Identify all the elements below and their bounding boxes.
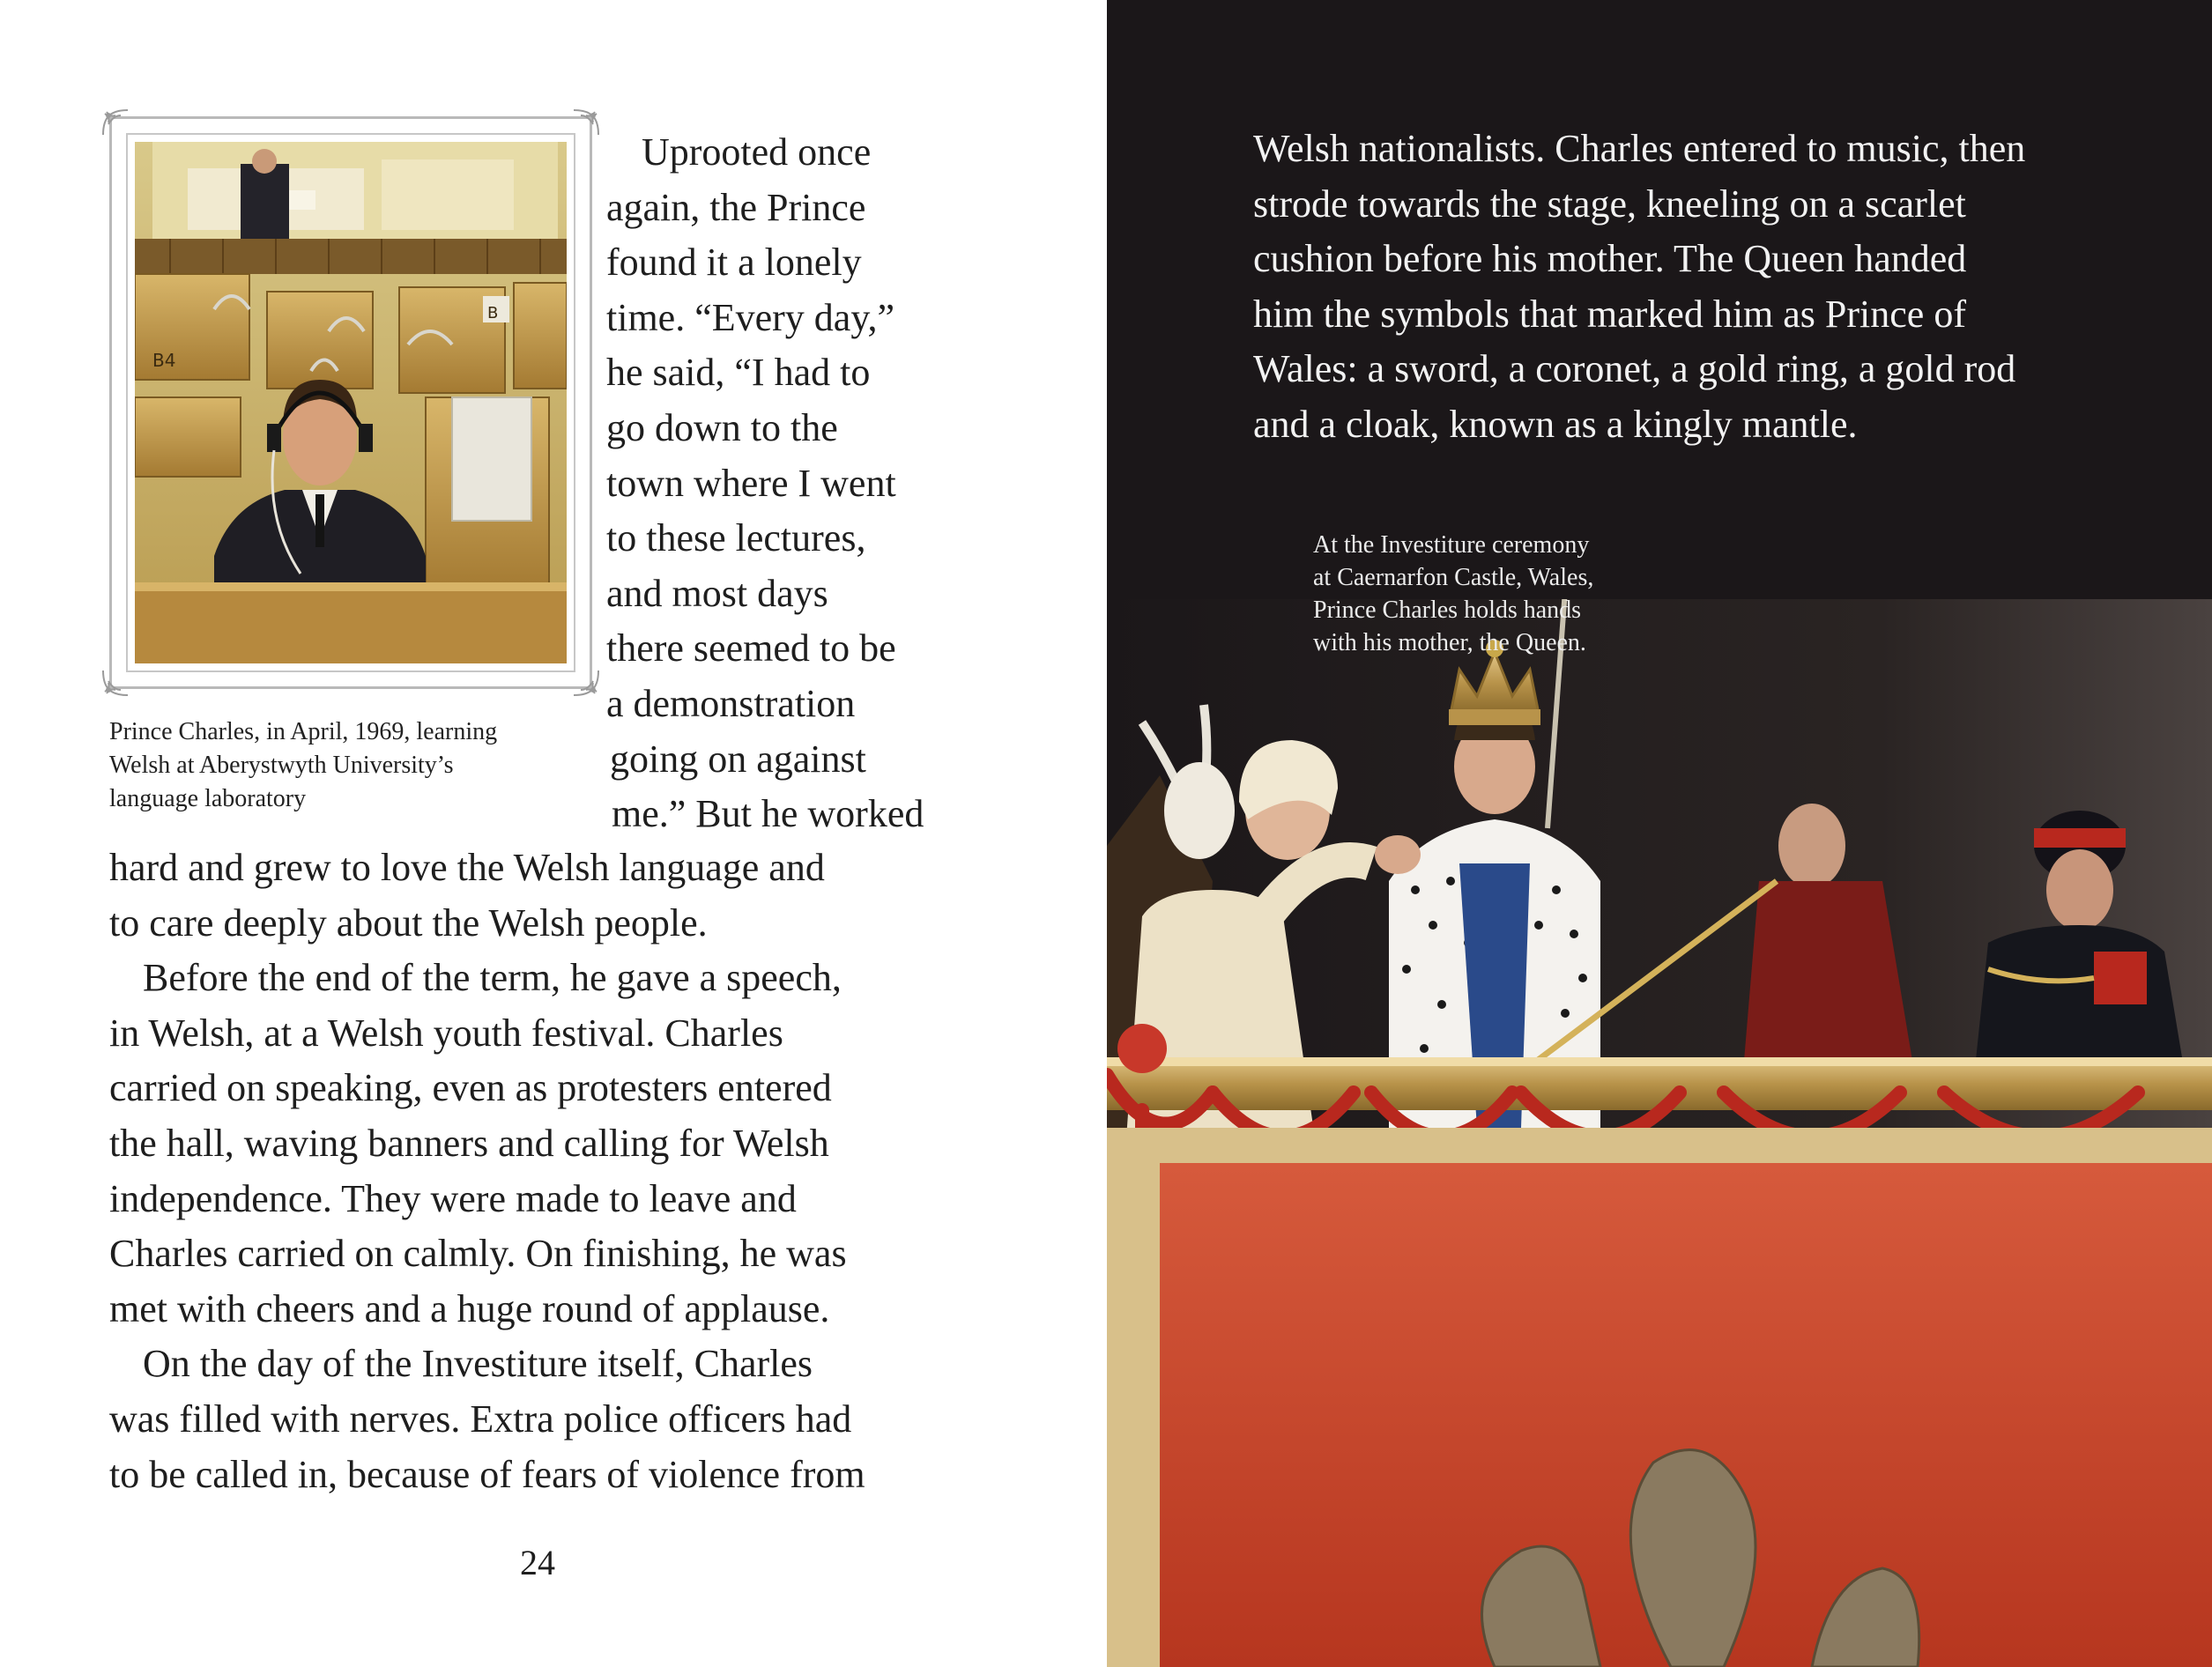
text-line: the hall, waving banners and calling for Welsh xyxy=(109,1121,829,1165)
text-line: Wales: a sword, a coronet, a gold ring, a gold rod xyxy=(1253,347,2016,391)
text-line: again, the Prince xyxy=(606,185,866,229)
text-line: was filled with nerves. Extra police officers had xyxy=(109,1397,852,1441)
text-line: a demonstration xyxy=(606,681,856,725)
text-line: independence. They were made to leave and xyxy=(109,1176,797,1220)
photo-caption-line: language laboratory xyxy=(109,785,307,812)
text-line: and a cloak, known as a kingly mantle. xyxy=(1253,402,1858,446)
booth-label-b: B xyxy=(487,304,499,322)
caption-line: at Caernarfon Castle, Wales, xyxy=(1313,564,1594,591)
right-page xyxy=(1107,0,2212,1667)
text-line: he said, “I had to xyxy=(606,351,871,395)
text-line: going on against xyxy=(610,737,866,781)
ceremony-caption xyxy=(1313,529,1683,659)
text-line: town where I went xyxy=(606,461,896,505)
booth-label-b4: B4 xyxy=(152,350,176,371)
wrapped-paragraph xyxy=(606,125,976,842)
photo-caption-line: Prince Charles, in April, 1969, learning xyxy=(109,718,498,745)
caption-line: Prince Charles holds hands xyxy=(1313,596,1582,624)
text-line: strode towards the stage, kneeling on a scarlet xyxy=(1253,182,1966,226)
text-line: me.” But he worked xyxy=(612,792,924,836)
caption-line: with his mother, the Queen. xyxy=(1313,629,1586,656)
text-line: cushion before his mother. The Queen handed xyxy=(1253,237,1967,281)
frame-corner-ornament xyxy=(570,667,602,699)
caption-line: At the Investiture ceremony xyxy=(1313,531,1590,559)
text-line: found it a lonely xyxy=(606,241,862,285)
text-line: to care deeply about the Welsh people. xyxy=(109,900,708,945)
text-line: met with cheers and a huge round of applause. xyxy=(109,1286,830,1330)
text-line: there seemed to be xyxy=(606,626,896,671)
text-line: go down to the xyxy=(606,405,838,449)
photo-caption-line: Welsh at Aberystwyth University’s xyxy=(109,752,454,779)
page-number: 24 xyxy=(520,1543,555,1582)
frame-corner-ornament xyxy=(100,667,131,699)
right-paragraph xyxy=(1253,122,2170,453)
photo-frame xyxy=(109,116,592,689)
body-paragraphs xyxy=(109,841,955,1502)
text-line: Before the end of the term, he gave a speech, xyxy=(143,956,842,1000)
text-line: in Welsh, at a Welsh youth festival. Charles xyxy=(109,1011,783,1055)
text-line: to these lectures, xyxy=(606,516,866,560)
text-line: Welsh nationalists. Charles entered to music, then xyxy=(1253,127,2026,170)
frame-corner-ornament xyxy=(570,107,602,138)
text-line: time. “Every day,” xyxy=(606,295,894,339)
frame-corner-ornament xyxy=(100,107,131,138)
text-line: Charles carried on calmly. On finishing, he was xyxy=(109,1232,847,1276)
investiture-photo xyxy=(1107,599,2212,1667)
text-line: him the symbols that marked him as Prince of xyxy=(1253,292,1966,336)
text-line: to be called in, because of fears of violence from xyxy=(109,1452,865,1496)
photo-caption xyxy=(109,715,585,816)
text-line: On the day of the Investiture itself, Charles xyxy=(143,1342,813,1386)
text-line: Uprooted once xyxy=(642,130,872,174)
text-line: and most days xyxy=(606,571,828,615)
language-lab-photo xyxy=(135,142,567,663)
text-line: hard and grew to love the Welsh language and xyxy=(109,846,825,889)
text-line: carried on speaking, even as protesters entered xyxy=(109,1066,832,1110)
